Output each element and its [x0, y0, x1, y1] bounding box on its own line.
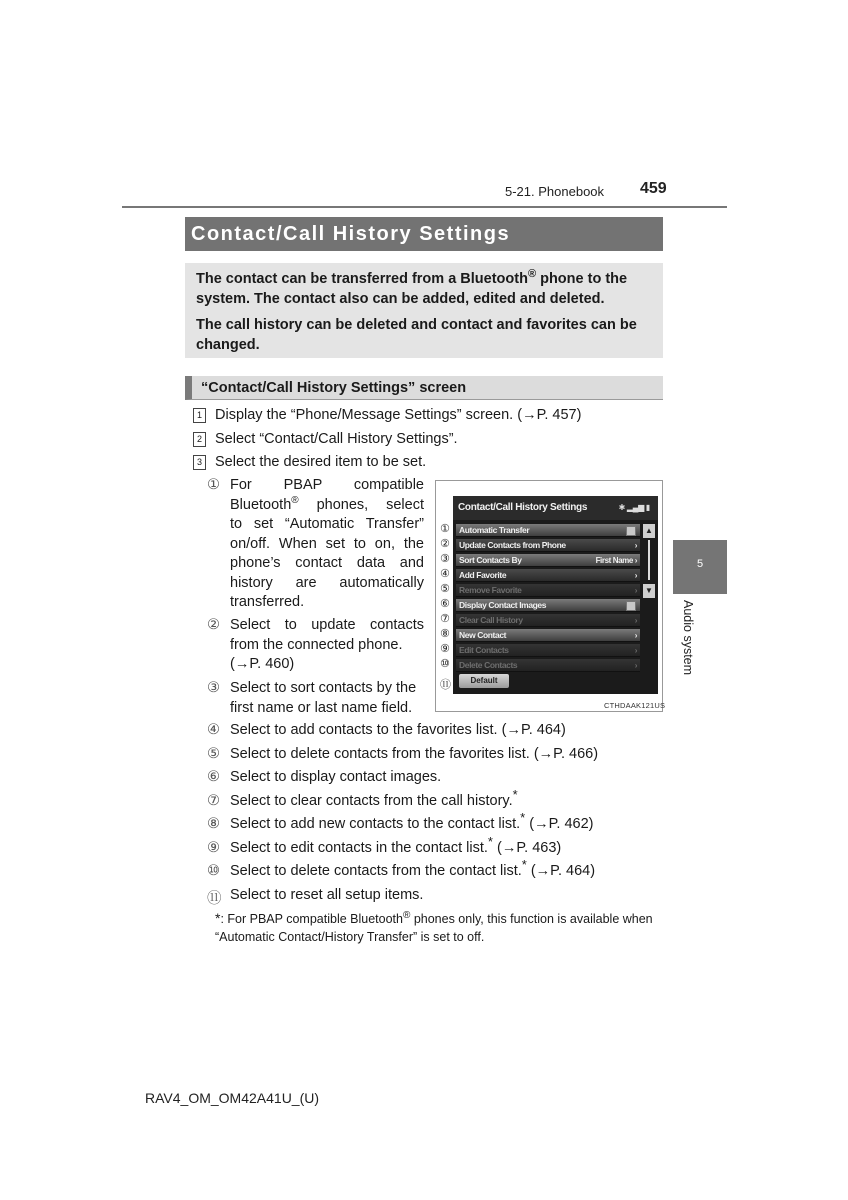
scroll-track	[648, 540, 650, 580]
circled-number: ②	[207, 617, 220, 633]
circled-number: ⑩	[207, 863, 220, 879]
step-number: 3	[193, 455, 206, 470]
screen-row: Add Favorite ›	[456, 569, 640, 582]
circled-number: ⑪	[207, 891, 222, 907]
intro-paragraph-1: The contact can be transferred from a Bluetooth® phone to the system. The contact also can be added, edited and deleted.	[196, 268, 628, 307]
figure-callout: ②	[440, 538, 450, 550]
item-11: Select to reset all setup items.	[230, 887, 424, 903]
screen-row: Edit Contacts ›	[456, 644, 640, 657]
step-number: 1	[193, 408, 206, 423]
page-number: 459	[640, 180, 667, 197]
figure-callout: ⑨	[440, 643, 450, 655]
circled-number: ⑧	[207, 816, 220, 832]
step-text: Display the “Phone/Message Settings” screen. (→P. 457)	[215, 407, 582, 423]
item-1: For PBAP compatible Bluetooth® phones, select to set “Automatic Transfer” on/off. When set to on, the phone’s contact data and history are automatically transferred.	[230, 477, 424, 610]
checkbox-icon	[626, 526, 636, 536]
screen-row: New Contact ›	[456, 629, 640, 642]
circled-number: ①	[207, 477, 220, 493]
item-6: Select to display contact images.	[230, 769, 442, 785]
item-3: Select to sort contacts by the first name or last name field.	[230, 680, 417, 716]
item-5: Select to delete contacts from the favorites list. (→P. 466)	[230, 746, 599, 762]
footer-code: RAV4_OM_OM42A41U_(U)	[145, 1090, 320, 1106]
screen-row: Display Contact Images	[456, 599, 640, 612]
screen-row: Update Contacts from Phone ›	[456, 539, 640, 552]
screen-title: Contact/Call History Settings ✱ ▂▄▆ ▮	[453, 496, 658, 520]
item-2: Select to update contacts from the connected phone. (→P. 460)	[230, 617, 424, 672]
step-text: Select the desired item to be set.	[215, 454, 427, 470]
header-section-title: 5-21. Phonebook	[505, 184, 605, 199]
step-3	[193, 453, 426, 471]
circled-number: ⑥	[207, 769, 220, 785]
screen-row: Clear Call History ›	[456, 614, 640, 627]
circled-number: ⑤	[207, 746, 220, 762]
header-rule	[122, 206, 727, 208]
figure-callout: ⑦	[440, 613, 450, 625]
item-8: Select to add new contacts to the contact list.* (→P. 462)	[230, 810, 594, 832]
item-10: Select to delete contacts from the contact list.* (→P. 464)	[230, 857, 596, 879]
screen-default-button: Default	[459, 674, 509, 688]
figure-callout: ④	[440, 568, 450, 580]
circled-number: ④	[207, 722, 220, 738]
scroll-up-icon: ▲	[643, 524, 655, 538]
screenshot-image	[453, 496, 658, 694]
circled-number: ③	[207, 680, 220, 696]
step-number: 2	[193, 432, 206, 447]
figure-callout: ⑪	[440, 679, 451, 691]
intro-box	[185, 263, 663, 358]
item-4: Select to add contacts to the favorites list. (→P. 464)	[230, 722, 566, 738]
step-2	[193, 430, 458, 448]
figure-callout: ⑧	[440, 628, 450, 640]
item-7: Select to clear contacts from the call history.*	[230, 787, 518, 809]
figure-callout: ⑤	[440, 583, 450, 595]
figure-callout: ①	[440, 523, 450, 535]
step-1	[193, 406, 581, 424]
step-text: Select “Contact/Call History Settings”.	[215, 431, 458, 447]
figure-callout: ③	[440, 553, 450, 565]
figure-callout: ⑥	[440, 598, 450, 610]
intro-paragraph-2: The call history can be deleted and contact and favorites can be changed.	[196, 317, 637, 353]
chapter-label: Audio system	[681, 600, 695, 676]
figure-code: CTHDAAK121US	[604, 701, 666, 710]
chapter-tab: 5	[673, 540, 727, 594]
item-9: Select to edit contacts in the contact list.* (→P. 463)	[230, 834, 562, 856]
screen-row: Sort Contacts By First Name ›	[456, 554, 640, 567]
circled-number: ⑦	[207, 793, 220, 809]
checkbox-icon	[626, 601, 636, 611]
section-title: Contact/Call History Settings	[185, 217, 663, 251]
scroll-down-icon: ▼	[643, 584, 655, 598]
footnote: *: For PBAP compatible Bluetooth® phones only, this function is available when “Automatic Contact/History Transfer” is set to off.	[215, 909, 653, 944]
screen-scrollbar	[643, 524, 655, 674]
figure-callout: ⑩	[440, 658, 450, 670]
screen-row: Automatic Transfer	[456, 524, 640, 537]
circled-number: ⑨	[207, 840, 220, 856]
status-icons: ✱ ▂▄▆ ▮	[618, 503, 650, 512]
screen-row: Remove Favorite ›	[456, 584, 640, 597]
screen-row: Delete Contacts ›	[456, 659, 640, 672]
subsection-heading: “Contact/Call History Settings” screen	[185, 376, 663, 400]
